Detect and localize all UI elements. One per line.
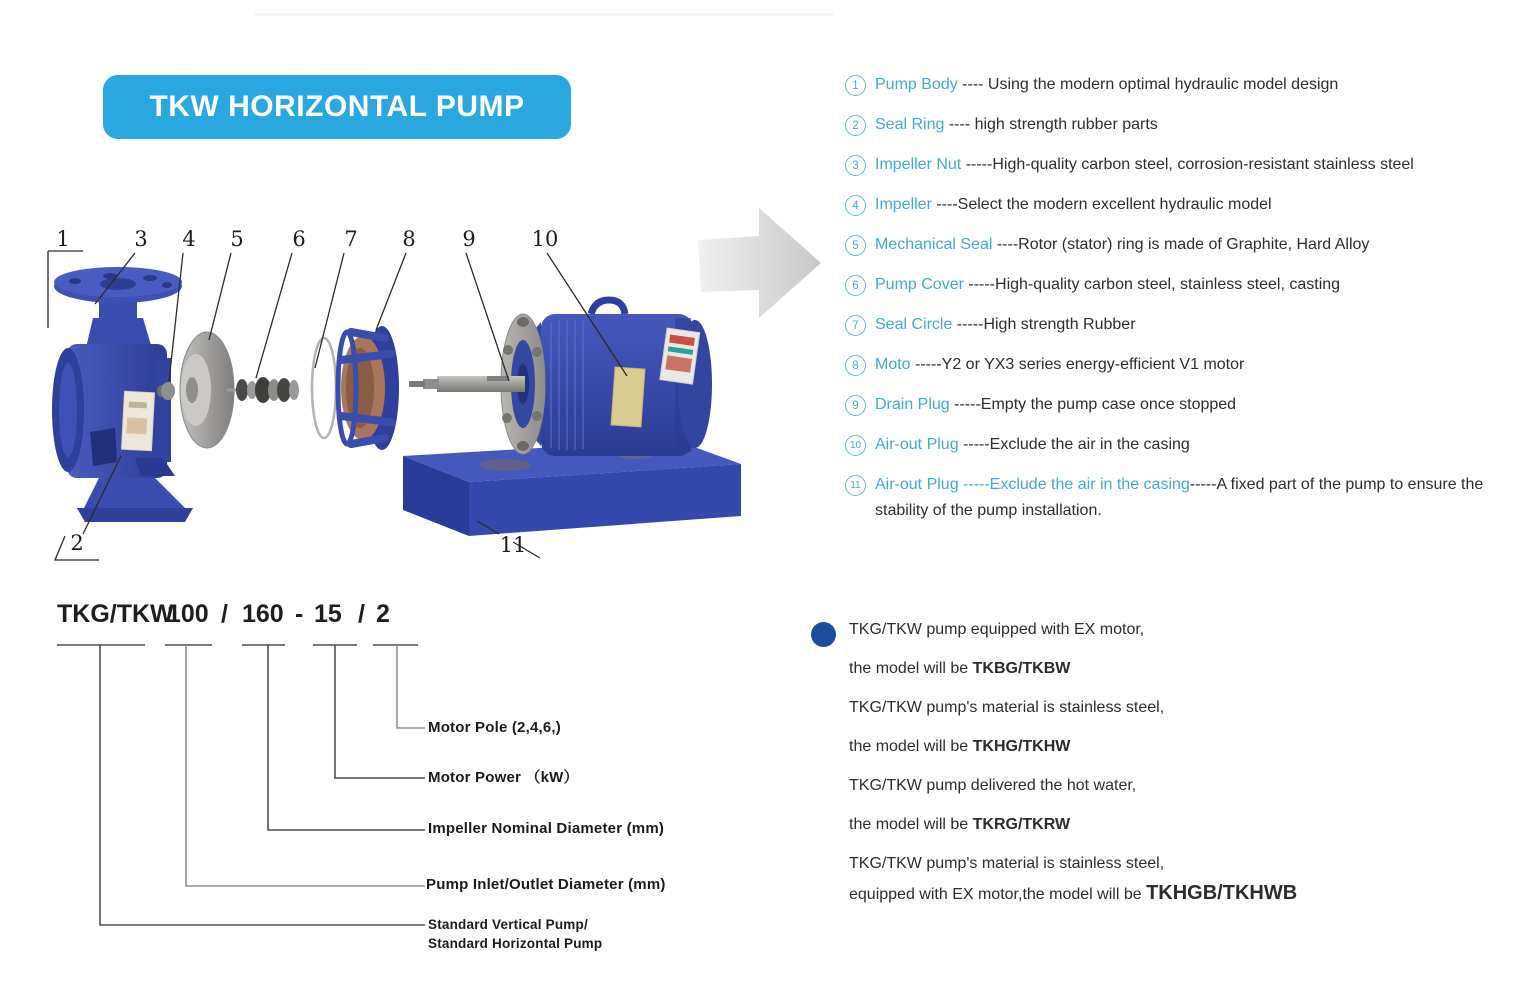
model-token-dash: -: [295, 600, 304, 628]
model-token-power: 15: [314, 600, 342, 628]
model-name: TKHG/TKHW: [972, 738, 1071, 755]
list-item: [845, 272, 1500, 298]
model-variant-notes: [849, 620, 1494, 924]
list-item: [845, 72, 1500, 98]
callout-2: 2: [70, 531, 84, 555]
part-desc: -----High-quality carbon steel, stainless steel, casting: [963, 276, 1341, 293]
exploded-pump-diagram: [35, 218, 745, 568]
note-line: the model will be TKBG/TKBW: [849, 660, 1071, 677]
callout-8: 8: [402, 227, 416, 251]
list-item: [845, 232, 1500, 258]
part-name: Air-out Plug: [875, 436, 959, 453]
list-item: [845, 112, 1500, 138]
model-token-inlet: 100: [167, 600, 209, 628]
circled-number: 4: [845, 195, 866, 216]
callout-7: 7: [344, 227, 358, 251]
note-line: TKG/TKW pump's material is stainless steel,: [849, 699, 1165, 716]
part-name: Impeller Nut: [875, 156, 962, 173]
part-name: Air-out Plug: [875, 476, 959, 493]
circled-number: 10: [845, 435, 866, 456]
arrow-icon: [693, 198, 828, 330]
seal-circle-part: [312, 338, 336, 438]
part-name: Seal Circle: [875, 316, 953, 333]
part-desc: -----Empty the pump case once stopped: [949, 396, 1237, 413]
callout-9: 9: [462, 227, 476, 251]
callout-11: 11: [499, 533, 527, 557]
part-desc: -----High-quality carbon steel, corrosion-resistant stainless steel: [961, 156, 1414, 173]
callout-6: 6: [292, 227, 306, 251]
pump-cover-part: [338, 326, 399, 450]
note-line: TKG/TKW pump's material is stainless steel,: [849, 855, 1165, 872]
circled-number: 3: [845, 155, 866, 176]
list-item: [845, 152, 1500, 178]
mechanical-seal-parts: [227, 377, 299, 403]
scan-artifact-line: [255, 13, 833, 16]
list-item: [845, 352, 1500, 378]
callout-3: 3: [134, 227, 148, 251]
list-item: [845, 432, 1500, 458]
part-name: Pump Body: [875, 76, 958, 93]
label-motor-pole: Motor Pole (2,4,6,): [428, 719, 561, 736]
callout-4: 4: [182, 227, 196, 251]
list-item: [845, 392, 1500, 418]
model-name-big: TKHGB/TKHWB: [1146, 882, 1298, 904]
part-desc: -----A fixed part of the pump to ensure the stability of the pump installation.: [875, 476, 1484, 519]
model-name: TKBG/TKBW: [972, 660, 1071, 677]
list-item: [845, 472, 1500, 524]
note-line: equipped with EX motor,the model will be TKHGB/TKHWB: [849, 882, 1298, 904]
callout-10: 10: [531, 227, 559, 251]
part-desc: ---- Using the modern optimal hydraulic model design: [957, 76, 1339, 93]
part-desc: ---- high strength rubber parts: [944, 116, 1158, 133]
label-standard-pump: [428, 915, 602, 953]
label-standard-line2: Standard Horizontal Pump: [428, 936, 603, 951]
bullet-dot: [811, 622, 836, 647]
circled-number: 1: [845, 75, 866, 96]
circled-number: 7: [845, 315, 866, 336]
parts-list: [845, 72, 1500, 538]
model-token-series: TKG/TKW: [57, 600, 174, 628]
part-name: Pump Cover: [875, 276, 964, 293]
label-impeller-diameter: Impeller Nominal Diameter (mm): [428, 820, 665, 837]
motor-label-sticker: [660, 328, 700, 384]
model-token-slash2: /: [358, 600, 365, 628]
part-desc: -----Exclude the air in the casing: [958, 436, 1190, 453]
model-token-slash: /: [221, 600, 228, 628]
page-title: TKW HORIZONTAL PUMP: [149, 90, 525, 123]
note-line: TKG/TKW pump delivered the hot water,: [849, 777, 1137, 794]
label-standard-line1: Standard Vertical Pump/: [428, 917, 588, 932]
model-code-tree: [40, 636, 740, 966]
part-name-tail: -----Exclude the air in the casing: [958, 476, 1190, 493]
note-line: TKG/TKW pump equipped with EX motor,: [849, 621, 1145, 638]
circled-number: 5: [845, 235, 866, 256]
circled-number: 9: [845, 395, 866, 416]
circled-number: 6: [845, 275, 866, 296]
list-item: [845, 312, 1500, 338]
model-token-impeller: 160: [242, 600, 284, 628]
part-name: Impeller: [875, 196, 932, 213]
title-banner: [103, 75, 571, 139]
part-name: Moto: [875, 356, 911, 373]
model-name: TKRG/TKRW: [972, 816, 1071, 833]
callout-1: 1: [56, 227, 70, 251]
circled-number: 8: [845, 355, 866, 376]
part-name: Seal Ring: [875, 116, 945, 133]
note-line: the model will be TKHG/TKHW: [849, 738, 1071, 755]
part-name: Mechanical Seal: [875, 236, 993, 253]
label-inlet-outlet-diameter: Pump Inlet/Outlet Diameter (mm): [426, 876, 666, 893]
motor-nameplate: [611, 367, 645, 427]
circled-number: 2: [845, 115, 866, 136]
circled-number: 11: [845, 475, 866, 496]
part-desc: ----Rotor (stator) ring is made of Graphite, Hard Alloy: [992, 236, 1370, 253]
label-motor-power: Motor Power （kW）: [428, 769, 579, 786]
part-desc: ----Select the modern excellent hydraulic model: [931, 196, 1272, 213]
callout-5: 5: [230, 227, 244, 251]
model-token-pole: 2: [376, 600, 390, 628]
part-desc: -----High strength Rubber: [952, 316, 1136, 333]
part-name: Drain Plug: [875, 396, 950, 413]
motor-shaft: [437, 376, 525, 392]
motor-part: [409, 300, 712, 456]
part-desc: -----Y2 or YX3 series energy-efficient V1 motor: [910, 356, 1245, 373]
list-item: [845, 192, 1500, 218]
note-line: the model will be TKRG/TKRW: [849, 816, 1071, 833]
